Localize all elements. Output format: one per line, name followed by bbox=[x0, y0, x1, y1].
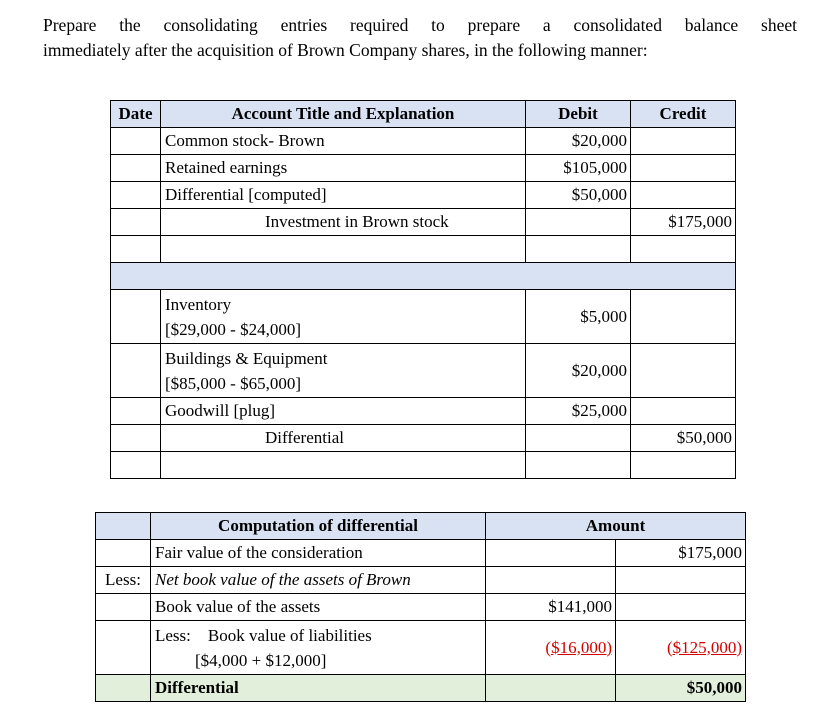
row-label: Net book value of the assets of Brown bbox=[151, 567, 486, 594]
debit-amount: $50,000 bbox=[526, 182, 631, 209]
journal-row-buildings-equipment bbox=[111, 344, 736, 398]
empty-amount-cell bbox=[616, 567, 746, 594]
empty-account-cell bbox=[161, 236, 526, 263]
empty-credit-cell bbox=[631, 398, 736, 425]
empty-credit-cell bbox=[631, 344, 736, 398]
computation-row-less-net-book-value bbox=[96, 567, 746, 594]
empty-debit-cell bbox=[526, 236, 631, 263]
computation-row-book-value-assets bbox=[96, 594, 746, 621]
account-title: Goodwill [plug] bbox=[161, 398, 526, 425]
credit-amount: $175,000 bbox=[631, 209, 736, 236]
account-line-1: Buildings & Equipment bbox=[165, 348, 328, 368]
empty-amount-cell bbox=[486, 675, 616, 702]
less-label: Less: bbox=[155, 625, 191, 645]
amount-value: $175,000 bbox=[616, 540, 746, 567]
empty-date-cell bbox=[111, 209, 161, 236]
empty-label-cell bbox=[96, 594, 151, 621]
label-text: Book value of liabilities bbox=[207, 625, 372, 645]
label-line-2: [$4,000 + $12,000] bbox=[195, 650, 327, 670]
empty-credit-cell bbox=[631, 236, 736, 263]
empty-debit-cell bbox=[526, 209, 631, 236]
account-title: Common stock- Brown bbox=[161, 128, 526, 155]
empty-date-cell bbox=[111, 290, 161, 344]
empty-credit-cell bbox=[631, 452, 736, 479]
empty-amount-cell bbox=[486, 540, 616, 567]
journal-row-common-stock bbox=[111, 128, 736, 155]
debit-amount: $105,000 bbox=[526, 155, 631, 182]
empty-credit-cell bbox=[631, 128, 736, 155]
credit-amount: $50,000 bbox=[631, 425, 736, 452]
computation-header-row bbox=[96, 513, 746, 540]
journal-header-row bbox=[111, 101, 736, 128]
empty-label-cell bbox=[96, 675, 151, 702]
total-label: Differential bbox=[151, 675, 486, 702]
account-title: Differential [computed] bbox=[161, 182, 526, 209]
journal-row-differential-credit bbox=[111, 425, 736, 452]
debit-amount: $25,000 bbox=[526, 398, 631, 425]
empty-date-cell bbox=[111, 182, 161, 209]
debit-amount: $20,000 bbox=[526, 344, 631, 398]
journal-row-goodwill bbox=[111, 398, 736, 425]
computation-row-fair-value bbox=[96, 540, 746, 567]
journal-row-investment-credit bbox=[111, 209, 736, 236]
label-line-1 bbox=[155, 623, 481, 648]
debit-amount: $20,000 bbox=[526, 128, 631, 155]
empty-date-cell bbox=[111, 155, 161, 182]
empty-date-cell bbox=[111, 452, 161, 479]
empty-label-cell bbox=[96, 540, 151, 567]
less-label: Less: bbox=[96, 567, 151, 594]
empty-credit-cell bbox=[631, 155, 736, 182]
negative-amount: ($16,000) bbox=[486, 621, 616, 675]
total-amount: $50,000 bbox=[616, 675, 746, 702]
account-line-2: [$85,000 - $65,000] bbox=[165, 373, 301, 393]
empty-date-cell bbox=[111, 425, 161, 452]
journal-header-credit: Credit bbox=[631, 101, 736, 128]
row-label: Fair value of the consideration bbox=[151, 540, 486, 567]
debit-amount: $5,000 bbox=[526, 290, 631, 344]
separator-band bbox=[111, 263, 736, 290]
empty-date-cell bbox=[111, 398, 161, 425]
empty-debit-cell bbox=[526, 425, 631, 452]
empty-debit-cell bbox=[526, 452, 631, 479]
computation-row-differential-total bbox=[96, 675, 746, 702]
empty-header-cell bbox=[96, 513, 151, 540]
amount-value: $141,000 bbox=[486, 594, 616, 621]
empty-label-cell bbox=[96, 621, 151, 675]
journal-separator-row bbox=[111, 263, 736, 290]
account-title-credit: Differential bbox=[161, 425, 526, 452]
instruction-line-1: Prepare the consolidating entries required to prepare a consolidated balance sheet bbox=[43, 15, 797, 35]
empty-amount-cell bbox=[486, 567, 616, 594]
computation-header-amount: Amount bbox=[486, 513, 746, 540]
journal-blank-row bbox=[111, 236, 736, 263]
account-line-1: Inventory bbox=[165, 294, 232, 314]
empty-account-cell bbox=[161, 452, 526, 479]
account-title-credit: Investment in Brown stock bbox=[161, 209, 526, 236]
account-title bbox=[161, 290, 526, 344]
journal-row-inventory bbox=[111, 290, 736, 344]
empty-date-cell bbox=[111, 128, 161, 155]
instruction-line-2: immediately after the acquisition of Brown Company shares, in the following manner: bbox=[43, 40, 648, 60]
journal-blank-row bbox=[111, 452, 736, 479]
journal-header-account: Account Title and Explanation bbox=[161, 101, 526, 128]
row-label: Book value of the assets bbox=[151, 594, 486, 621]
computation-header-title: Computation of differential bbox=[151, 513, 486, 540]
empty-credit-cell bbox=[631, 182, 736, 209]
account-line-2: [$29,000 - $24,000] bbox=[165, 319, 301, 339]
empty-date-cell bbox=[111, 344, 161, 398]
negative-amount: ($125,000) bbox=[616, 621, 746, 675]
instruction-paragraph bbox=[43, 13, 797, 63]
account-title bbox=[161, 344, 526, 398]
consolidating-entries-table bbox=[110, 100, 736, 479]
empty-amount-cell bbox=[616, 594, 746, 621]
empty-date-cell bbox=[111, 236, 161, 263]
journal-row-differential-computed bbox=[111, 182, 736, 209]
journal-header-date: Date bbox=[111, 101, 161, 128]
computation-row-less-liabilities bbox=[96, 621, 746, 675]
computation-of-differential-table bbox=[95, 512, 746, 702]
row-label bbox=[151, 621, 486, 675]
empty-credit-cell bbox=[631, 290, 736, 344]
journal-row-retained-earnings bbox=[111, 155, 736, 182]
journal-header-debit: Debit bbox=[526, 101, 631, 128]
account-title: Retained earnings bbox=[161, 155, 526, 182]
